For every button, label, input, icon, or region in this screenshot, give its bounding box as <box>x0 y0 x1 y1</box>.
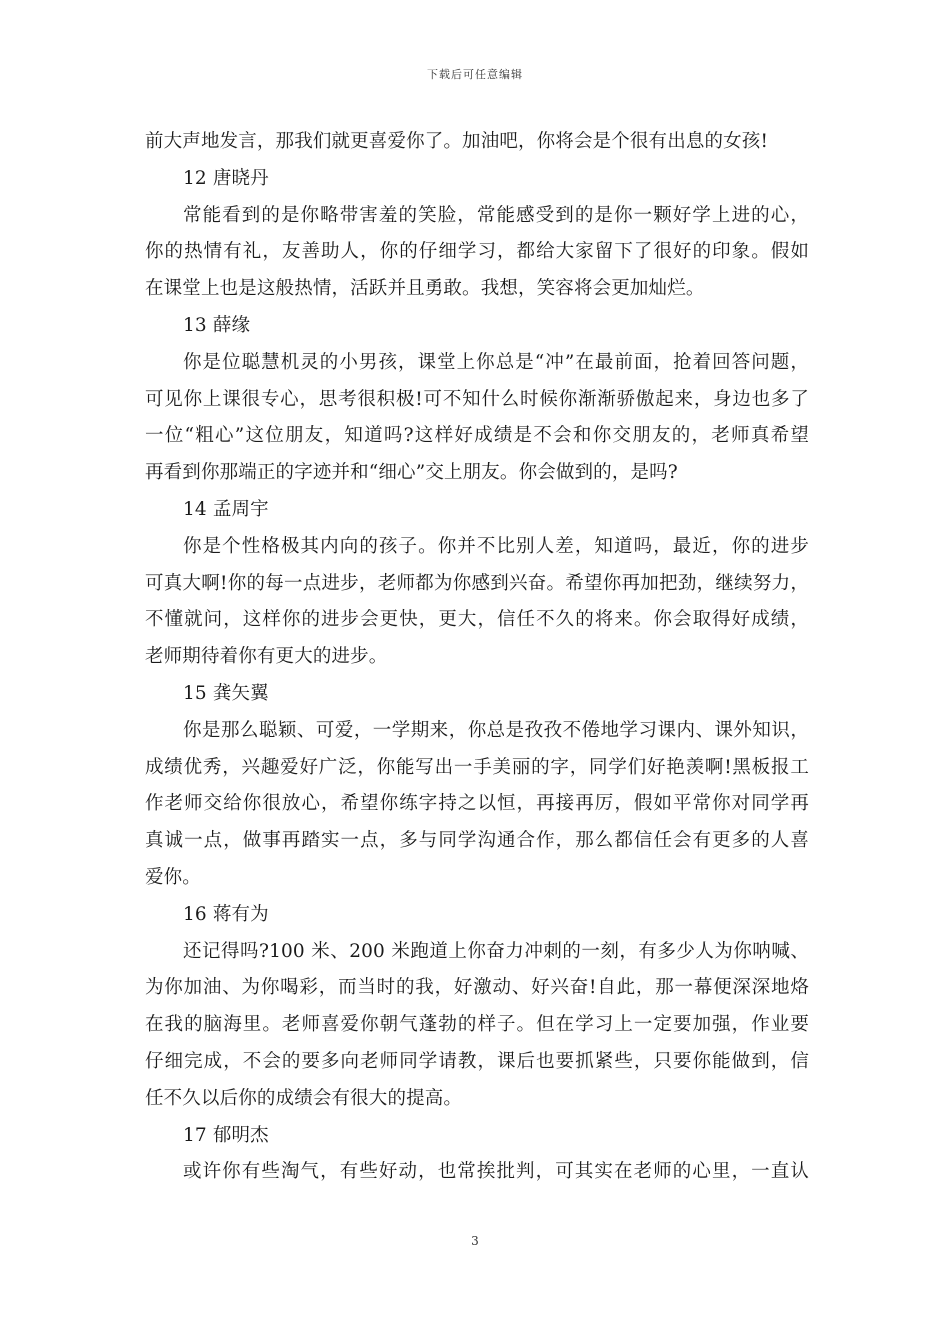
text-line: 或许你有些淘气，有些好动，也常挨批判，可其实在老师的心里，一直认 <box>183 1161 809 1183</box>
text-line: 任不久以后你的成绩会有很大的提高。 <box>145 1087 463 1109</box>
text-line: 还记得吗?100 米、200 米跑道上你奋力冲刺的一刻，有多少人为你呐喊、 <box>183 940 809 962</box>
text-line: 作老师交给你很放心，希望你练字持之以恒，再接再厉，假如平常你对同学再 <box>145 793 809 815</box>
comment-paragraph <box>145 529 809 676</box>
text-line: 可见你上课很专心，思考很积极!可不知什么时候你渐渐骄傲起来，身边也多了 <box>145 388 809 410</box>
text-line: 仔细完成，不会的要多向老师同学请教，课后也要抓紧些，只要你能做到，信 <box>145 1050 809 1072</box>
student-heading: 12 唐晓丹 <box>183 167 269 189</box>
student-heading: 16 蒋有为 <box>183 903 269 925</box>
document-body <box>145 124 809 1191</box>
text-line: 爱你。 <box>145 866 201 888</box>
text-line: 不懂就问，这样你的进步会更快，更大，信任不久的将来。你会取得好成绩， <box>145 609 809 631</box>
student-heading: 13 薛缘 <box>183 314 251 336</box>
student-heading: 14 孟周宇 <box>183 498 269 520</box>
text-line: 再看到你那端正的字迹并和“细心”交上朋友。你会做到的，是吗? <box>145 462 678 484</box>
text-line: 你的热情有礼，友善助人，你的仔细学习，都给大家留下了很好的印象。假如 <box>145 241 809 263</box>
text-line: 一位“粗心”这位朋友，知道吗?这样好成绩是不会和你交朋友的，老师真希望 <box>145 425 809 447</box>
text-line: 你是个性格极其内向的孩子。你并不比别人差，知道吗，最近，你的进步 <box>183 535 809 557</box>
student-heading: 15 龚矢翼 <box>183 682 269 704</box>
text-line: 可真大啊!你的每一点进步，老师都为你感到兴奋。希望你再加把劲，继续努力， <box>145 572 809 594</box>
text-line: 老师期待着你有更大的进步。 <box>145 646 388 668</box>
text-line: 前大声地发言，那我们就更喜爱你了。加油吧，你将会是个很有出息的女孩! <box>145 131 769 152</box>
text-line: 你是位聪慧机灵的小男孩，课堂上你总是“冲”在最前面，抢着回答问题， <box>183 351 809 373</box>
text-line: 在课堂上也是这般热情，活跃并且勇敢。我想，笑容将会更加灿烂。 <box>145 278 705 300</box>
text-line: 常能看到的是你略带害羞的笑脸，常能感受到的是你一颗好学上进的心， <box>183 204 809 226</box>
student-heading: 17 郁明杰 <box>183 1124 269 1146</box>
comment-paragraph <box>145 198 809 308</box>
header-note: 下载后可任意编辑 <box>427 68 523 81</box>
text-line: 在我的脑海里。老师喜爱你朝气蓬勃的样子。但在学习上一定要加强，作业要 <box>145 1014 809 1036</box>
text-line: 成绩优秀，兴趣爱好广泛，你能写出一手美丽的字，同学们好艳羡啊!黑板报工 <box>145 756 809 778</box>
comment-paragraph <box>145 713 809 897</box>
comment-paragraph <box>145 934 809 1118</box>
page-number: 3 <box>471 1234 479 1248</box>
text-line: 真诚一点，做事再踏实一点，多与同学沟通合作，那么都信任会有更多的人喜 <box>145 830 809 852</box>
comment-paragraph <box>145 345 809 492</box>
text-line: 为你加油、为你喝彩，而当时的我，好激动、好兴奋!自此，那一幕便深深地烙 <box>145 977 809 999</box>
text-line: 你是那么聪颖、可爱，一学期来，你总是孜孜不倦地学习课内、课外知识， <box>183 719 809 741</box>
